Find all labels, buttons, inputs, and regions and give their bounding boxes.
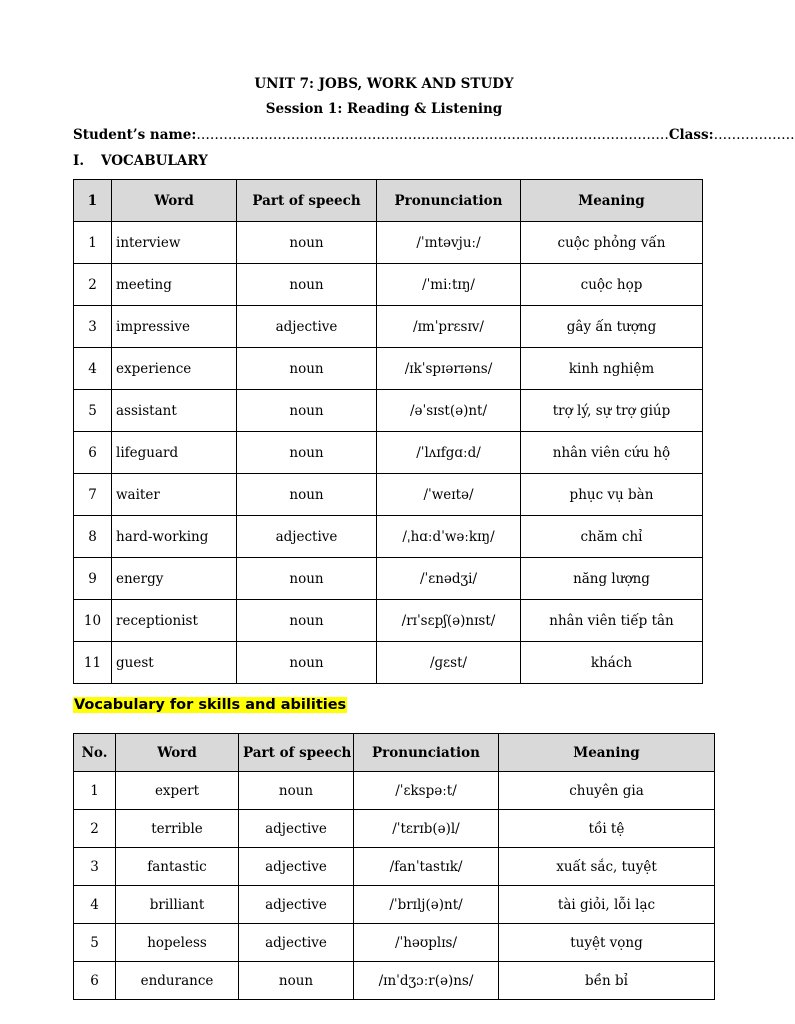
row-number: 9 xyxy=(74,558,112,600)
pronunciation-cell: /ˈweɪtə/ xyxy=(377,474,521,516)
table-row xyxy=(74,390,703,432)
row-number: 8 xyxy=(74,516,112,558)
meaning-cell: cuộc phỏng vấn xyxy=(521,222,703,264)
table-row xyxy=(74,962,715,1000)
header-cell: Meaning xyxy=(521,180,703,222)
meaning-cell: nhân viên cứu hộ xyxy=(521,432,703,474)
word-cell: interview xyxy=(112,222,237,264)
skills-heading: Vocabulary for skills and abilities xyxy=(74,697,347,713)
part-of-speech-cell: adjective xyxy=(239,886,354,924)
header-cell: 1 xyxy=(74,180,112,222)
part-of-speech-cell: adjective xyxy=(239,924,354,962)
pronunciation-cell: /ɪkˈspɪərɪəns/ xyxy=(377,348,521,390)
word-cell: terrible xyxy=(116,810,239,848)
pronunciation-cell: /ˈɪntəvjuː/ xyxy=(377,222,521,264)
pronunciation-cell: /ˈmiːtɪŋ/ xyxy=(377,264,521,306)
row-number: 2 xyxy=(74,810,116,848)
table-row xyxy=(74,924,715,962)
section-number: I. xyxy=(73,153,85,169)
part-of-speech-cell: noun xyxy=(237,390,377,432)
word-cell: energy xyxy=(112,558,237,600)
row-number: 2 xyxy=(74,264,112,306)
part-of-speech-cell: noun xyxy=(239,772,354,810)
pronunciation-cell: /ɪmˈprɛsɪv/ xyxy=(377,306,521,348)
meaning-cell: tuyệt vọng xyxy=(499,924,715,962)
row-number: 3 xyxy=(74,306,112,348)
meaning-cell: chăm chỉ xyxy=(521,516,703,558)
part-of-speech-cell: noun xyxy=(237,558,377,600)
meaning-cell: tài giỏi, lỗi lạc xyxy=(499,886,715,924)
part-of-speech-cell: adjective xyxy=(239,848,354,886)
meaning-cell: kinh nghiệm xyxy=(521,348,703,390)
word-cell: fantastic xyxy=(116,848,239,886)
student-name-label: Student’s name: xyxy=(73,127,197,143)
vocabulary-table xyxy=(73,179,703,684)
header-cell: Part of speech xyxy=(239,734,354,772)
student-name-line xyxy=(73,127,795,143)
part-of-speech-cell: noun xyxy=(237,264,377,306)
part-of-speech-cell: noun xyxy=(239,962,354,1000)
pronunciation-cell: /ˈlʌɪfgɑːd/ xyxy=(377,432,521,474)
header-cell: No. xyxy=(74,734,116,772)
part-of-speech-cell: noun xyxy=(237,222,377,264)
pronunciation-cell: /ˈbrɪlj(ə)nt/ xyxy=(354,886,499,924)
pronunciation-cell: /ˈtɛrɪb(ə)l/ xyxy=(354,810,499,848)
row-number: 1 xyxy=(74,772,116,810)
row-number: 11 xyxy=(74,642,112,684)
word-cell: lifeguard xyxy=(112,432,237,474)
meaning-cell: phục vụ bàn xyxy=(521,474,703,516)
part-of-speech-cell: adjective xyxy=(237,306,377,348)
row-number: 4 xyxy=(74,348,112,390)
pronunciation-cell: /əˈsɪst(ə)nt/ xyxy=(377,390,521,432)
word-cell: impressive xyxy=(112,306,237,348)
part-of-speech-cell: noun xyxy=(237,474,377,516)
word-cell: meeting xyxy=(112,264,237,306)
word-cell: hopeless xyxy=(116,924,239,962)
meaning-cell: nhân viên tiếp tân xyxy=(521,600,703,642)
table-row xyxy=(74,642,703,684)
pronunciation-cell: /fanˈtastɪk/ xyxy=(354,848,499,886)
header-cell: Word xyxy=(112,180,237,222)
word-cell: assistant xyxy=(112,390,237,432)
meaning-cell: năng lượng xyxy=(521,558,703,600)
row-number: 3 xyxy=(74,848,116,886)
meaning-cell: bền bỉ xyxy=(499,962,715,1000)
table-row xyxy=(74,474,703,516)
row-number: 5 xyxy=(74,390,112,432)
class-label: Class: xyxy=(668,127,714,143)
meaning-cell: khách xyxy=(521,642,703,684)
row-number: 6 xyxy=(74,962,116,1000)
meaning-cell: gây ấn tượng xyxy=(521,306,703,348)
pronunciation-cell: /ˌhɑːdˈwəːkɪŋ/ xyxy=(377,516,521,558)
table-row xyxy=(74,772,715,810)
table-row xyxy=(74,306,703,348)
word-cell: hard-working xyxy=(112,516,237,558)
row-number: 10 xyxy=(74,600,112,642)
table-row xyxy=(74,222,703,264)
skills-vocabulary-table xyxy=(73,733,715,1000)
pronunciation-cell: /ɪnˈdʒɔːr(ə)ns/ xyxy=(354,962,499,1000)
header-cell: Part of speech xyxy=(237,180,377,222)
row-number: 5 xyxy=(74,924,116,962)
table-row xyxy=(74,600,703,642)
section-heading xyxy=(73,153,208,169)
header-cell: Pronunciation xyxy=(377,180,521,222)
table-row xyxy=(74,264,703,306)
table-row xyxy=(74,810,715,848)
meaning-cell: chuyên gia xyxy=(499,772,715,810)
row-number: 7 xyxy=(74,474,112,516)
part-of-speech-cell: noun xyxy=(237,348,377,390)
part-of-speech-cell: adjective xyxy=(237,516,377,558)
pronunciation-cell: /ˈɛnədʒi/ xyxy=(377,558,521,600)
pronunciation-cell: /ˈhəʊplɪs/ xyxy=(354,924,499,962)
header-cell: Meaning xyxy=(499,734,715,772)
word-cell: experience xyxy=(112,348,237,390)
table-row xyxy=(74,848,715,886)
row-number: 1 xyxy=(74,222,112,264)
header-cell: Pronunciation xyxy=(354,734,499,772)
word-cell: brilliant xyxy=(116,886,239,924)
pronunciation-cell: /ɡɛst/ xyxy=(377,642,521,684)
table-row xyxy=(74,348,703,390)
pronunciation-cell: /rɪˈsɛpʃ(ə)nɪst/ xyxy=(377,600,521,642)
part-of-speech-cell: noun xyxy=(237,642,377,684)
word-cell: endurance xyxy=(116,962,239,1000)
part-of-speech-cell: adjective xyxy=(239,810,354,848)
section-title: VOCABULARY xyxy=(101,153,208,169)
unit-title: UNIT 7: JOBS, WORK AND STUDY xyxy=(254,76,514,92)
table-row xyxy=(74,516,703,558)
word-cell: expert xyxy=(116,772,239,810)
meaning-cell: tồi tệ xyxy=(499,810,715,848)
header-cell: Word xyxy=(116,734,239,772)
part-of-speech-cell: noun xyxy=(237,600,377,642)
word-cell: waiter xyxy=(112,474,237,516)
table-row xyxy=(74,432,703,474)
word-cell: receptionist xyxy=(112,600,237,642)
row-number: 4 xyxy=(74,886,116,924)
meaning-cell: xuất sắc, tuyệt xyxy=(499,848,715,886)
session-title: Session 1: Reading & Listening xyxy=(265,101,503,117)
student-name-blank: …………………………………………………………………………………………… xyxy=(196,127,669,143)
table-row xyxy=(74,886,715,924)
meaning-cell: cuộc họp xyxy=(521,264,703,306)
word-cell: guest xyxy=(112,642,237,684)
class-blank: ……………… xyxy=(713,127,795,143)
table-header-row xyxy=(74,180,703,222)
meaning-cell: trợ lý, sự trợ giúp xyxy=(521,390,703,432)
pronunciation-cell: /ˈɛkspəːt/ xyxy=(354,772,499,810)
table-header-row xyxy=(74,734,715,772)
part-of-speech-cell: noun xyxy=(237,432,377,474)
table-row xyxy=(74,558,703,600)
row-number: 6 xyxy=(74,432,112,474)
